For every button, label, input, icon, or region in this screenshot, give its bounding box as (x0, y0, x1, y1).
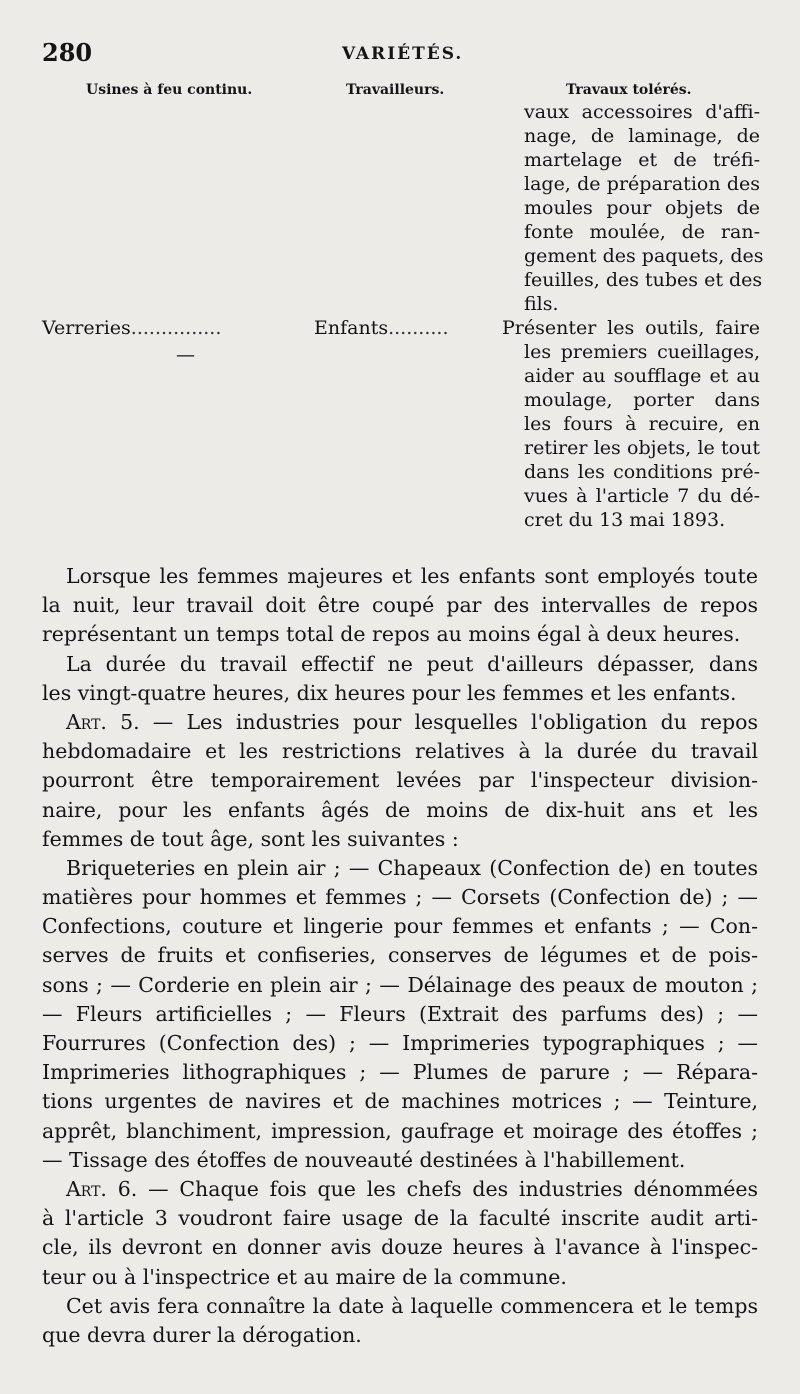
task-line: les fours à recuire, en (524, 413, 760, 435)
task-line: nage, de laminage, de (524, 125, 760, 147)
task-line: dans les conditions pré- (524, 461, 760, 483)
leader-dots: .......... (388, 317, 449, 339)
ditto-dash: — (176, 344, 195, 366)
column-header-travailleurs: Travailleurs. (346, 82, 445, 98)
list-line: Confections, couture et lingerie pour femmes et enfants ; — Con- (42, 914, 758, 939)
paragraph-line: que devra durer la dérogation. (42, 1322, 362, 1347)
task-line: vaux accessoires d'affi- (524, 101, 760, 123)
task-line: cret du 13 mai 1893. (524, 509, 726, 531)
list-line: tions urgentes de navires et de machines motrices ; — Teinture, (42, 1089, 758, 1114)
paragraph-line: les vingt-quatre heures, dix heures pour les femmes et les enfants. (42, 680, 737, 705)
paragraph-text: — Chaque fois que les chefs des industries dénommées (137, 1176, 759, 1201)
task-line: fils. (524, 293, 559, 315)
task-line: moulage, porter dans (524, 389, 760, 411)
list-line: Imprimeries lithographiques ; — Plumes de parure ; — Répara- (42, 1060, 758, 1085)
task-line: aider au soufflage et au (524, 365, 760, 387)
article-6-label: Art. 6. (66, 1176, 138, 1201)
paragraph-line: hebdomadaire et les restrictions relatives à la durée du travail (42, 739, 758, 764)
page-header (42, 38, 760, 70)
paragraph-line: pourront être temporairement levées par l'inspecteur division- (42, 768, 758, 793)
list-line: Fourrures (Confection des) ; — Imprimeries typographiques ; — (42, 1031, 758, 1055)
paragraph-line: la nuit, leur travail doit être coupé par des intervalles de repos (42, 593, 758, 618)
article-6-first-line (42, 1175, 758, 1204)
paragraph-line: représentant un temps total de repos au moins égal à deux heures. (42, 622, 741, 647)
paragraph-line: cle, ils devront en donner avis douze heures à l'avance à l'inspec- (42, 1235, 758, 1260)
paragraph-line: à l'article 3 voudront faire usage de la faculté inscrite audit arti- (42, 1206, 758, 1231)
list-line: apprêt, blanchiment, impression, gaufrage et moirage des étoffes ; (42, 1118, 758, 1143)
verreries-task-cell (502, 316, 760, 532)
task-line: vues à l'article 7 du dé- (524, 485, 760, 507)
column-header-usines: Usines à feu continu. (86, 82, 253, 98)
worker-text: Enfants (314, 317, 389, 339)
list-line: sons ; — Corderie en plein air ; — Délainage des peaux de mouton ; (42, 972, 758, 997)
paragraph-line: naire, pour les enfants âgés de moins de dix-huit ans et les (42, 797, 758, 822)
task-line: lage, de préparation des (524, 173, 760, 195)
running-head: VARIÉTÉS. (342, 44, 464, 64)
verreries-text: Verreries (42, 317, 131, 339)
verreries-worker (314, 316, 449, 340)
list-line: — Fleurs artificielles ; — Fleurs (Extrait des parfums des) ; — (42, 1001, 758, 1026)
article-5-first-line (42, 708, 758, 737)
paragraph-line: Cet avis fera connaître la date à laquelle commencera et le temps (66, 1293, 758, 1318)
task-line: moules pour objets de (524, 197, 760, 219)
paragraph-line: teur ou à l'inspectrice et au maire de la commune. (42, 1264, 567, 1289)
paragraph-line: La durée du travail effectif ne peut d'ailleurs dépasser, dans (66, 651, 758, 676)
paragraph-text: — Les industries pour lesquelles l'obligation du repos (139, 709, 758, 734)
list-line: Briqueteries en plein air ; — Chapeaux (Confection de) en toutes (66, 855, 758, 880)
task-line: feuilles, des tubes et des (524, 269, 763, 291)
paragraph-line: Lorsque les femmes majeures et les enfants sont employés toute (66, 564, 758, 588)
list-line: — Tissage des étoffes de nouveauté destinées à l'habillement. (42, 1147, 686, 1172)
task-line: retirer les objets, le tout (524, 437, 760, 459)
list-line: serves de fruits et confiseries, conserves de légumes et de pois- (42, 943, 758, 968)
verreries-label (42, 316, 221, 340)
body-text (42, 562, 758, 1350)
task-line: Présenter les outils, faire (502, 317, 760, 339)
task-line: fonte moulée, de ran- (524, 221, 760, 243)
task-line: gement des paquets, des (524, 245, 764, 267)
page-number: 280 (42, 38, 93, 67)
task-line: martelage et de tréfi- (524, 149, 760, 171)
continued-task-cell (524, 100, 764, 316)
task-line: les premiers cueillages, (524, 341, 760, 363)
article-5-label: Art. 5. (66, 709, 140, 734)
leader-dots: ............... (130, 317, 222, 339)
column-header-travaux: Travaux tolérés. (566, 82, 692, 98)
list-line: matières pour hommes et femmes ; — Corsets (Confection de) ; — (42, 885, 758, 910)
paragraph-line: femmes de tout âge, sont les suivantes : (42, 826, 459, 851)
